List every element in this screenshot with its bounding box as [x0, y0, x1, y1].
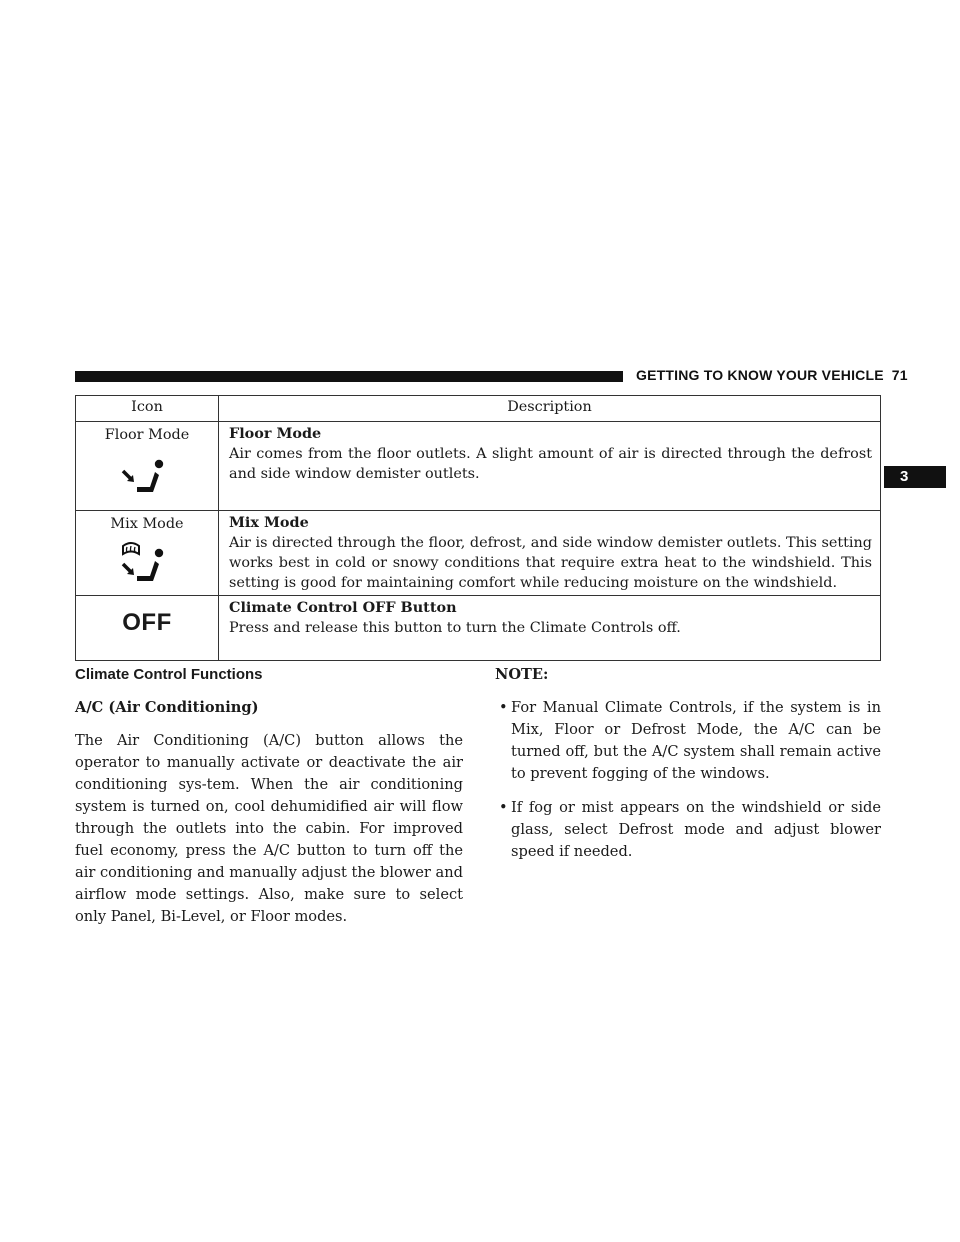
description-text: Air is directed through the floor, defrost, and side window demister outlets. This setting works best in cold or snowy conditions that require extra heat to the windshield. This setting is good for maintaining comfort while reducing moisture on the windshield.	[229, 535, 872, 591]
description-cell	[219, 511, 881, 596]
subsection-heading: A/C (Air Conditioning)	[75, 699, 259, 716]
floor-mode-icon	[117, 451, 177, 501]
list-item: • For Manual Climate Controls, if the system is in Mix, Floor or Defrost Mode, the A/C can be turned off, but the A/C system shall remain active to prevent fogging of the windows.	[495, 697, 881, 785]
page-number: 71	[891, 367, 908, 383]
section-title: GETTING TO KNOW YOUR VEHICLE	[636, 367, 884, 383]
left-column	[75, 665, 463, 928]
note-list	[495, 697, 881, 863]
chapter-tab: 3	[884, 466, 946, 488]
mode-name: Mix Mode	[110, 516, 184, 532]
mix-mode-icon	[117, 540, 177, 590]
section-heading: Climate Control Functions	[75, 666, 263, 683]
right-column	[495, 665, 881, 875]
description-cell	[219, 596, 881, 661]
header-rule	[75, 371, 623, 382]
description-cell	[219, 422, 881, 511]
off-button-icon: OFF	[122, 609, 172, 636]
body-paragraph: The Air Conditioning (A/C) button allows the operator to manually activate or deactivate the air conditioning sys-tem. When the air conditioning system is turned on, cool dehumidified air will flow through the outlets into the cabin. For improved fuel economy, press the A/C button to turn off the air conditioning and manually adjust the blower and airflow mode settings. Also, make sure to select only Panel, Bi-Level, or Floor modes.	[75, 732, 463, 925]
description-title: Climate Control OFF Button	[229, 599, 457, 616]
icon-cell	[76, 511, 219, 596]
note-label: NOTE:	[495, 666, 549, 683]
mode-name: Floor Mode	[104, 427, 190, 443]
running-header	[636, 367, 908, 383]
table-row	[76, 596, 881, 661]
column-header-description: Description	[219, 396, 881, 422]
list-item: • If fog or mist appears on the windshield or side glass, select Defrost mode and adjust blower speed if needed.	[495, 797, 881, 863]
column-header-icon: Icon	[76, 396, 219, 422]
table-row	[76, 511, 881, 596]
icon-cell	[76, 422, 219, 511]
description-text: Press and release this button to turn the Climate Controls off.	[229, 620, 681, 636]
description-text: Air comes from the floor outlets. A slight amount of air is directed through the defrost and side window demister outlets.	[229, 446, 872, 482]
icon-cell	[76, 596, 219, 661]
table-header-row	[76, 396, 881, 422]
description-title: Floor Mode	[229, 425, 322, 442]
table-row	[76, 422, 881, 511]
climate-mode-table	[75, 395, 881, 661]
description-title: Mix Mode	[229, 514, 309, 531]
